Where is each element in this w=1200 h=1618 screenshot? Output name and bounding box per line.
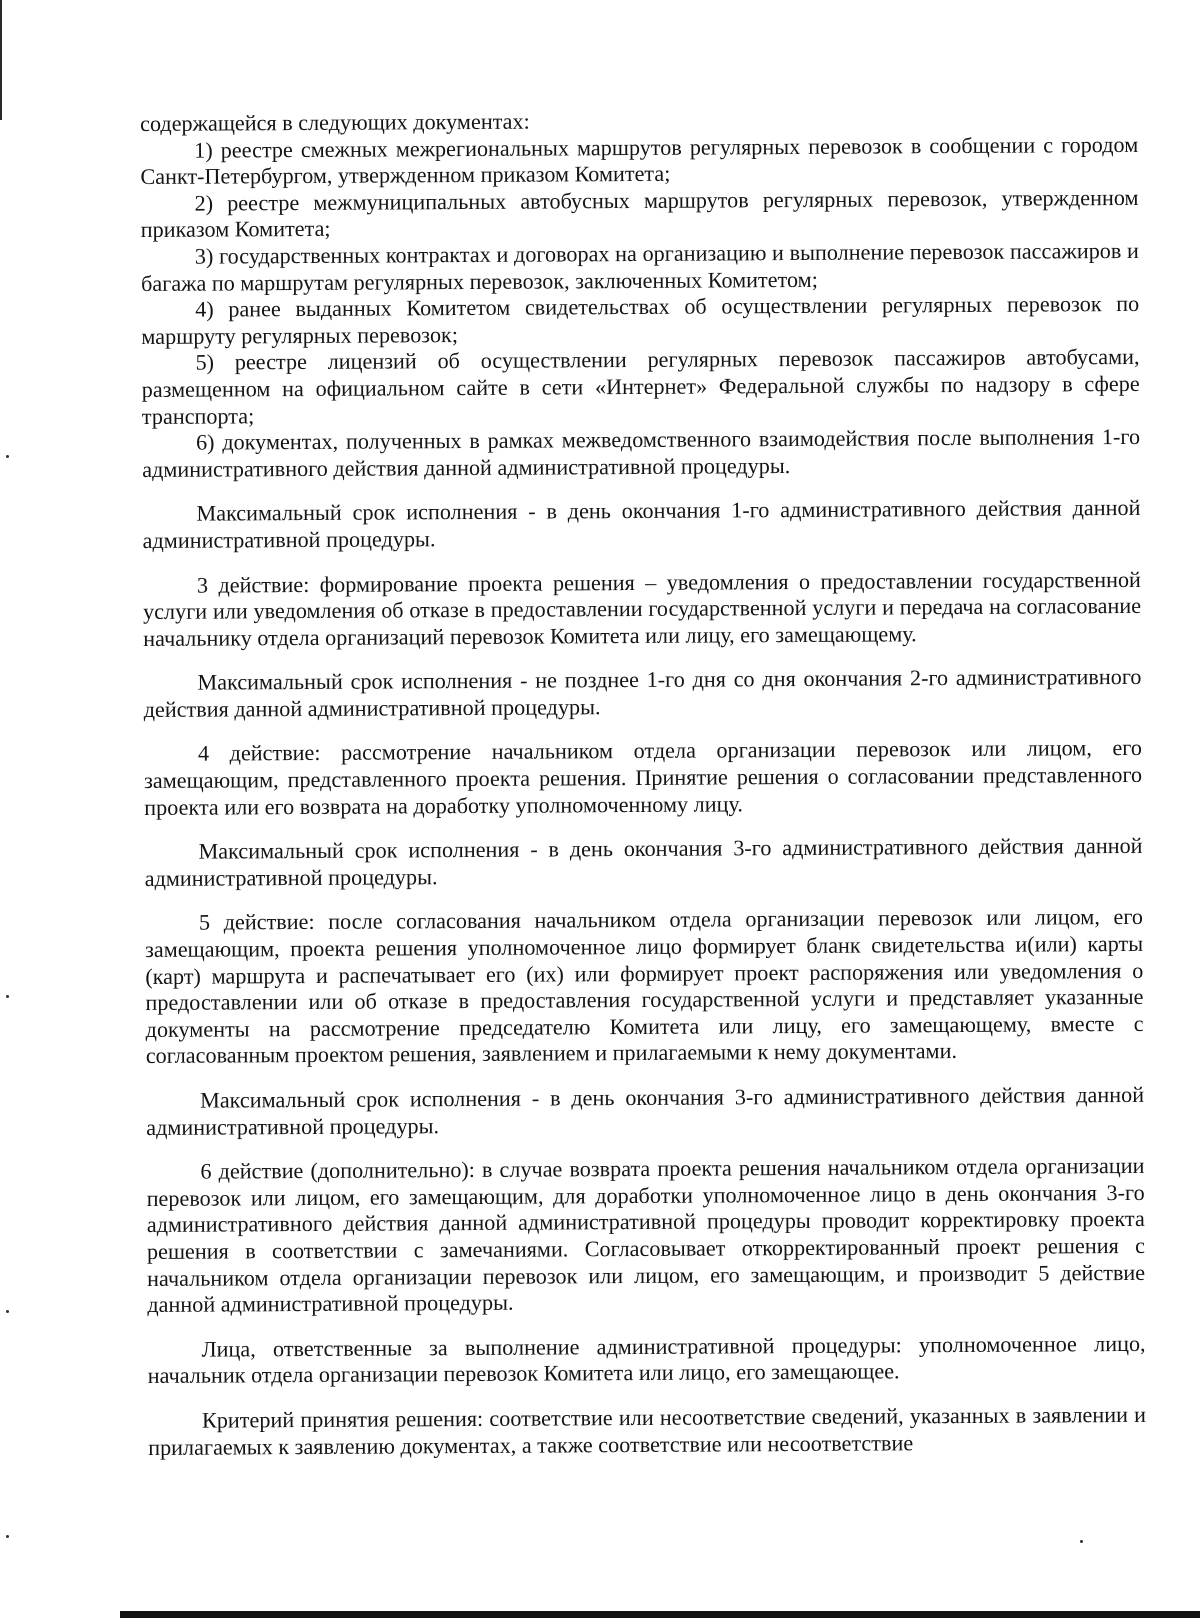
scan-left-edge [0, 0, 2, 120]
scan-speck [6, 995, 9, 998]
action-4-paragraph: 4 действие: рассмотрение начальником отдела организации перевозок или лицом, его замещающим, представленного проекта решения. Принятие решения о согласовании представленного проекта или его возврата на доработку уполномоченному лицу. [144, 735, 1143, 820]
list-item-3: 3) государственных контрактах и договорах на организацию и выполнение перевозок пассажиров и багажа по маршрутам регулярных перевозок, заключенных Комитетом; [140, 237, 1139, 296]
deadline-paragraph: Максимальный срок исполнения - в день окончания 1-го административного действия данной административной процедуры. [142, 495, 1141, 553]
action-6-paragraph: 6 действие (дополнительно): в случае возврата проекта решения начальником отдела организации перевозок или лицом, его замещающим, для доработки уполномоченное лицо в день окончания 3-го административного действия данной административной процедуры проводит корректировку проекта решения в соответствии с замечаниями. Согласовывает откорректированный проект решения с начальником отдела организации перевозок или лицом, его замещающим, и производит 5 действие данной административной процедуры. [146, 1153, 1146, 1318]
action-3-paragraph: 3 действие: формирование проекта решения – уведомления о предоставлении государственной услуги или уведомления об отказе в предоставлении государственной услуги и передача на согласование начальнику отдела организаций перевозок Комитета или лицу, его замещающему. [142, 566, 1142, 651]
decision-criterion-paragraph: Критерий принятия решения: соответствие или несоответствие сведений, указанных в заявлении и прилагаемых к заявлению документах, а также соответствие или несоответствие [148, 1401, 1147, 1460]
scan-speck [6, 1535, 9, 1538]
deadline-paragraph: Максимальный срок исполнения - не позднее 1-го дня со дня окончания 2-го административного действия данной административной процедуры. [143, 664, 1142, 722]
action-5-paragraph: 5 действие: после согласования начальником отдела организации перевозок или лицом, его замещающим, проекта решения уполномоченное лицо формирует бланк свидетельства и(или) карты (карт) маршрута и распечатывает его (их) или формирует проект распоряжения или уведомления о предоставлении или об отказе в предоставления государственной услуги и представляет указанные документы на рассмотрение председателю Комитета или лицу, его замещающему, вместе с согласованным проектом решения, заявлением и прилагаемыми к нему документами. [145, 904, 1144, 1069]
document-body [140, 105, 1146, 1461]
deadline-paragraph: Максимальный срок исполнения - в день окончания 3-го административного действия данной административной процедуры. [144, 833, 1143, 891]
deadline-paragraph: Максимальный срок исполнения - в день окончания 3-го административного действия данной административной процедуры. [146, 1081, 1145, 1140]
scan-speck [1080, 1540, 1083, 1543]
list-item-5: 5) реестре лицензий об осуществлении регулярных перевозок пассажиров автобусами, размещенном на официальном сайте в сети «Интернет» Федеральной службы по надзору в сфере транспорта; [141, 344, 1140, 429]
list-item-4: 4) ранее выданных Комитетом свидетельствах об осуществлении регулярных перевозок по маршруту регулярных перевозок; [141, 291, 1140, 349]
list-item-1: 1) реестре смежных межрегиональных маршрутов регулярных перевозок в сообщении с городом Санкт-Петербургом, утвержденном приказом Комитета; [140, 131, 1139, 190]
scan-speck [6, 455, 9, 458]
responsible-persons-paragraph: Лица, ответственные за выполнение административной процедуры: уполномоченное лицо, начальник отдела организации перевозок Комитета или лицо, его замещающее. [147, 1330, 1146, 1389]
intro-line: содержащейся в следующих документах: [140, 108, 530, 136]
list-item-2: 2) реестре межмуниципальных автобусных маршрутов регулярных перевозок, утвержденном приказом Комитета; [140, 184, 1139, 243]
scan-speck [6, 1310, 9, 1313]
scan-bottom-edge [120, 1611, 1200, 1618]
list-item-6: 6) документах, полученных в рамках межведомственного взаимодействия после выполнения 1-го административного действия данной административной процедуры. [142, 424, 1141, 482]
